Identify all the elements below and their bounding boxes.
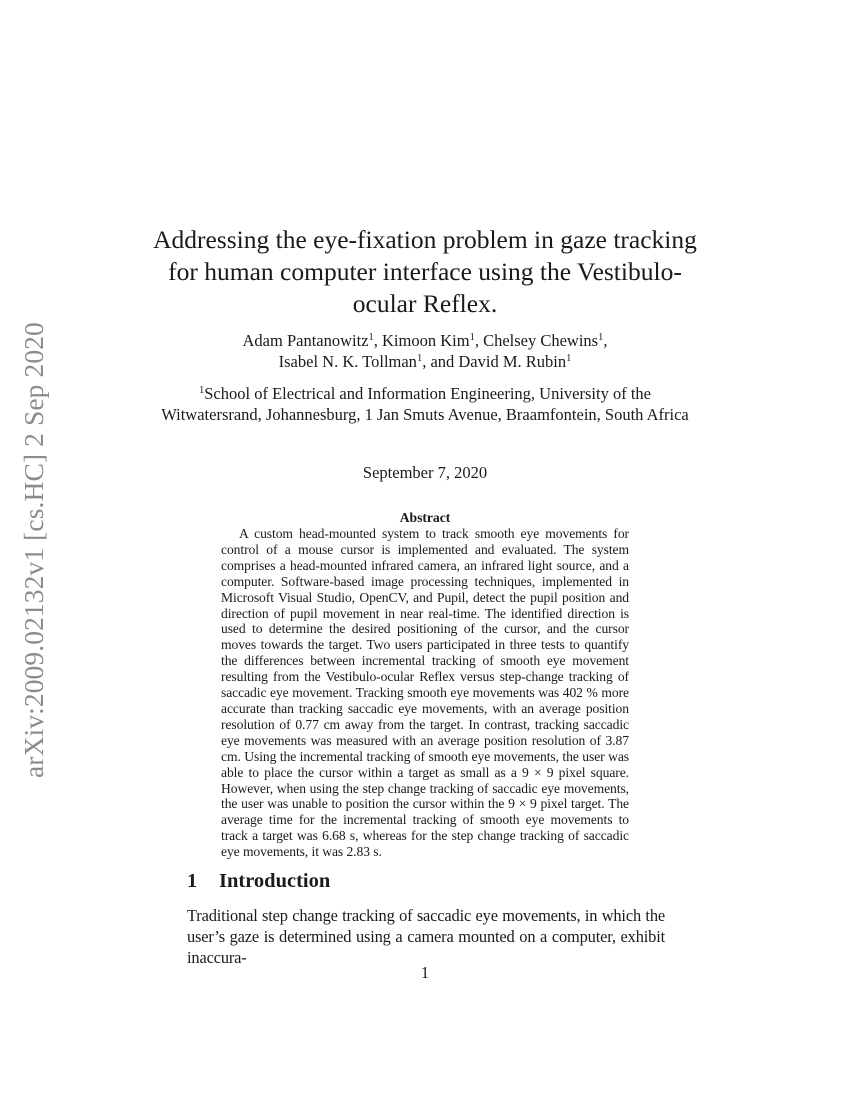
section-number: 1 xyxy=(187,870,198,892)
affiliation-mark: 1 xyxy=(566,353,572,364)
author-name: David M. Rubin xyxy=(458,352,567,371)
affiliation-mark: 1 xyxy=(598,332,604,343)
affiliation-mark: 1 xyxy=(368,332,374,343)
section-heading xyxy=(187,868,667,894)
author-separator: , and xyxy=(422,352,459,371)
publication-date: September 7, 2020 xyxy=(362,463,488,482)
author-name: Adam Pantanowitz xyxy=(242,331,369,350)
author-separator: , xyxy=(603,331,608,350)
author-separator: , xyxy=(474,331,484,350)
affiliation-mark: 1 xyxy=(469,332,475,343)
arxiv-identifier-stamp xyxy=(14,298,54,778)
author-name: Chelsey Chewins xyxy=(483,331,599,350)
author-name: Isabel N. K. Tollman xyxy=(278,352,417,371)
paper-title: Addressing the eye-fixation problem in gaze tracking for human computer interface using the Vestibulo-ocular Reflex. xyxy=(153,225,697,318)
author-name: Kimoon Kim xyxy=(382,331,470,350)
arxiv-identifier-text: arXiv:2009.02132v1 [cs.HC] 2 Sep 2020 xyxy=(18,322,49,778)
affiliation-mark: 1 xyxy=(416,353,423,364)
abstract-text: A custom head-mounted system to track smooth eye movements for control of a mouse cursor is implemented and evaluated. The system comprises a head-mounted infrared camera, an infrared light source, and a computer. Software-based image processing techniques, implemented in Microsoft Visual Studio, OpenCV, and Pupil, detect the pupil position and direction of pupil movement in near real-time. The identified direction is used to determine the desired positioning of the cursor, and the cursor moves towards the target. Two users participated in three tests to quantify the differences between incremental tracking of smooth eye movement resulting from the Vestibulo-ocular Reflex versus step-change tracking of saccadic eye movement. Tracking smooth eye movements was 402 % more accurate than tracking saccadic eye movements, with an average position resolution of 0.77 cm away from the target. In contrast, tracking saccadic eye movements was measured with an average position resolution of 3.87 cm. Using the incremental tracking of smooth eye movements, the user was able to place the cursor within a target as small as a 9 × 9 pixel square. However, when using the step change tracking of saccadic eye movements, the user was unable to position the cursor within the 9 × 9 pixel target. The average time for the incremental tracking of smooth eye movements to track a target was 6.68 s, whereas for the step change tracking of saccadic eye movements, it was 2.83 s. xyxy=(221,526,629,860)
section-title: Introduction xyxy=(219,870,331,892)
author-separator: , xyxy=(373,331,383,350)
affiliation xyxy=(150,383,700,425)
affiliation-mark: 1 xyxy=(199,385,205,396)
author-list xyxy=(150,330,700,372)
introduction-paragraph: Traditional step change tracking of saccadic eye movements, in which the user’s gaze is determined using a camera mounted on a computer, exhibit inaccura- xyxy=(187,906,665,967)
page-number: 1 xyxy=(420,963,430,982)
affiliation-text: School of Electrical and Information Engineering, University of the Witwatersrand, Johannesburg, 1 Jan Smuts Avenue, Braamfontein, South Africa xyxy=(161,384,689,424)
abstract-heading: Abstract xyxy=(399,510,451,525)
